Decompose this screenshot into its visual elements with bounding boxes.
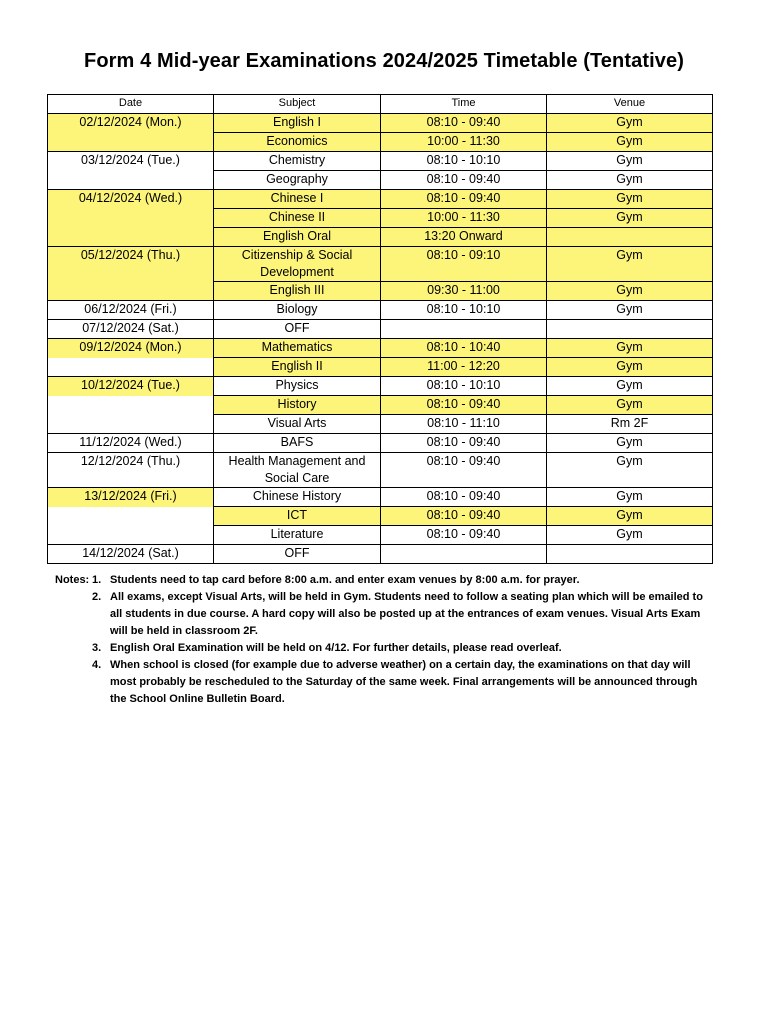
time-cell: 08:10 - 10:10 bbox=[381, 377, 547, 396]
date-cell-empty bbox=[48, 526, 214, 545]
venue-cell: Gym bbox=[547, 526, 713, 545]
table-row bbox=[48, 228, 713, 247]
table-row bbox=[48, 358, 713, 377]
time-cell: 10:00 - 11:30 bbox=[381, 133, 547, 152]
date-cell-empty bbox=[48, 133, 214, 152]
date-cell: 13/12/2024 (Fri.) bbox=[48, 488, 214, 507]
subject-cell: ICT bbox=[214, 507, 381, 526]
date-cell: 09/12/2024 (Mon.) bbox=[48, 339, 214, 358]
date-cell-empty bbox=[48, 358, 214, 377]
date-cell: 04/12/2024 (Wed.) bbox=[48, 190, 214, 209]
table-row bbox=[48, 301, 713, 320]
subject-cell: Mathematics bbox=[214, 339, 381, 358]
table-row bbox=[48, 507, 713, 526]
note-text: All exams, except Visual Arts, will be held in Gym. Students need to follow a seating plan which will be emailed to all students in due course. A hard copy will also be posted up at the entrances of exam venues. Visual Arts Exam will be held in classroom 2F. bbox=[110, 591, 703, 637]
date-cell: 10/12/2024 (Tue.) bbox=[48, 377, 214, 396]
table-row bbox=[48, 282, 713, 301]
header-row bbox=[48, 95, 713, 114]
subject-cell: English III bbox=[214, 282, 381, 301]
note-item bbox=[55, 589, 715, 640]
header-time: Time bbox=[381, 95, 547, 114]
venue-cell: Gym bbox=[547, 282, 713, 301]
table-row bbox=[48, 247, 713, 282]
venue-cell bbox=[547, 320, 713, 339]
subject-cell: Chemistry bbox=[214, 152, 381, 171]
subject-cell: Chinese I bbox=[214, 190, 381, 209]
time-cell: 13:20 Onward bbox=[381, 228, 547, 247]
note-number: 3. bbox=[92, 642, 102, 654]
header-date: Date bbox=[48, 95, 214, 114]
table-row bbox=[48, 114, 713, 133]
time-cell: 08:10 - 09:40 bbox=[381, 453, 547, 488]
date-cell-empty bbox=[48, 396, 214, 415]
venue-cell: Gym bbox=[547, 377, 713, 396]
venue-cell: Gym bbox=[547, 453, 713, 488]
venue-cell bbox=[547, 545, 713, 564]
venue-cell: Gym bbox=[547, 209, 713, 228]
date-cell-empty bbox=[48, 171, 214, 190]
note-item bbox=[55, 640, 715, 657]
note-text: When school is closed (for example due to adverse weather) on a certain day, the examinations on that day will most probably be rescheduled to the Saturday of the same week. Final arrangements will be announced through the School Online Bulletin Board. bbox=[110, 659, 698, 705]
subject-cell: Citizenship & Social Development bbox=[214, 247, 381, 282]
table-row bbox=[48, 377, 713, 396]
table-row bbox=[48, 339, 713, 358]
subject-cell: Chinese History bbox=[214, 488, 381, 507]
subject-cell: English II bbox=[214, 358, 381, 377]
date-cell: 11/12/2024 (Wed.) bbox=[48, 434, 214, 453]
venue-cell bbox=[547, 228, 713, 247]
time-cell: 08:10 - 09:40 bbox=[381, 507, 547, 526]
venue-cell: Rm 2F bbox=[547, 415, 713, 434]
venue-cell: Gym bbox=[547, 507, 713, 526]
table-row bbox=[48, 152, 713, 171]
subject-cell: Physics bbox=[214, 377, 381, 396]
subject-cell: Chinese II bbox=[214, 209, 381, 228]
table-row bbox=[48, 190, 713, 209]
date-cell: 05/12/2024 (Thu.) bbox=[48, 247, 214, 282]
time-cell: 08:10 - 09:10 bbox=[381, 247, 547, 282]
subject-cell: OFF bbox=[214, 545, 381, 564]
venue-cell: Gym bbox=[547, 339, 713, 358]
date-cell: 14/12/2024 (Sat.) bbox=[48, 545, 214, 564]
subject-cell: Economics bbox=[214, 133, 381, 152]
table-row bbox=[48, 453, 713, 488]
table-row bbox=[48, 396, 713, 415]
time-cell: 08:10 - 09:40 bbox=[381, 488, 547, 507]
table-row bbox=[48, 320, 713, 339]
subject-cell: Geography bbox=[214, 171, 381, 190]
date-cell-empty bbox=[48, 228, 214, 247]
table-row bbox=[48, 526, 713, 545]
venue-cell: Gym bbox=[547, 358, 713, 377]
time-cell: 10:00 - 11:30 bbox=[381, 209, 547, 228]
date-cell: 12/12/2024 (Thu.) bbox=[48, 453, 214, 488]
time-cell: 08:10 - 09:40 bbox=[381, 171, 547, 190]
subject-cell: Literature bbox=[214, 526, 381, 545]
time-cell: 08:10 - 09:40 bbox=[381, 396, 547, 415]
notes-label: Notes: bbox=[55, 574, 90, 586]
date-cell-empty bbox=[48, 415, 214, 434]
note-text: English Oral Examination will be held on 4/12. For further details, please read overleaf. bbox=[110, 642, 562, 654]
venue-cell: Gym bbox=[547, 133, 713, 152]
venue-cell: Gym bbox=[547, 301, 713, 320]
date-cell-empty bbox=[48, 209, 214, 228]
date-cell: 02/12/2024 (Mon.) bbox=[48, 114, 214, 133]
note-number: 4. bbox=[92, 659, 102, 671]
date-cell: 03/12/2024 (Tue.) bbox=[48, 152, 214, 171]
time-cell: 08:10 - 10:10 bbox=[381, 301, 547, 320]
subject-cell: English I bbox=[214, 114, 381, 133]
time-cell bbox=[381, 320, 547, 339]
page-title: Form 4 Mid-year Examinations 2024/2025 Timetable (Tentative) bbox=[84, 50, 684, 72]
time-cell: 08:10 - 10:10 bbox=[381, 152, 547, 171]
subject-cell: Visual Arts bbox=[214, 415, 381, 434]
table-row bbox=[48, 171, 713, 190]
venue-cell: Gym bbox=[547, 190, 713, 209]
note-item bbox=[55, 657, 715, 708]
time-cell: 08:10 - 09:40 bbox=[381, 114, 547, 133]
notes-section bbox=[55, 572, 715, 708]
venue-cell: Gym bbox=[547, 396, 713, 415]
date-cell-empty bbox=[48, 507, 214, 526]
time-cell: 08:10 - 09:40 bbox=[381, 434, 547, 453]
time-cell: 08:10 - 09:40 bbox=[381, 190, 547, 209]
note-item bbox=[55, 572, 715, 589]
note-number: 1. bbox=[92, 574, 102, 586]
subject-cell: OFF bbox=[214, 320, 381, 339]
table-row bbox=[48, 133, 713, 152]
header-subject: Subject bbox=[214, 95, 381, 114]
table-row bbox=[48, 488, 713, 507]
subject-cell: History bbox=[214, 396, 381, 415]
table-row bbox=[48, 209, 713, 228]
header-venue: Venue bbox=[547, 95, 713, 114]
timetable bbox=[47, 94, 713, 564]
note-text: Students need to tap card before 8:00 a.m. and enter exam venues by 8:00 a.m. for prayer. bbox=[110, 574, 580, 586]
note-number: 2. bbox=[92, 591, 102, 603]
table-row bbox=[48, 434, 713, 453]
venue-cell: Gym bbox=[547, 171, 713, 190]
venue-cell: Gym bbox=[547, 114, 713, 133]
venue-cell: Gym bbox=[547, 488, 713, 507]
subject-cell: BAFS bbox=[214, 434, 381, 453]
subject-cell: Health Management and Social Care bbox=[214, 453, 381, 488]
date-cell-empty bbox=[48, 282, 214, 301]
subject-cell: Biology bbox=[214, 301, 381, 320]
table-row bbox=[48, 415, 713, 434]
date-cell: 06/12/2024 (Fri.) bbox=[48, 301, 214, 320]
time-cell: 08:10 - 10:40 bbox=[381, 339, 547, 358]
time-cell: 09:30 - 11:00 bbox=[381, 282, 547, 301]
time-cell: 08:10 - 11:10 bbox=[381, 415, 547, 434]
table-row bbox=[48, 545, 713, 564]
subject-cell: English Oral bbox=[214, 228, 381, 247]
date-cell: 07/12/2024 (Sat.) bbox=[48, 320, 214, 339]
time-cell: 08:10 - 09:40 bbox=[381, 526, 547, 545]
venue-cell: Gym bbox=[547, 152, 713, 171]
venue-cell: Gym bbox=[547, 247, 713, 282]
time-cell: 11:00 - 12:20 bbox=[381, 358, 547, 377]
time-cell bbox=[381, 545, 547, 564]
venue-cell: Gym bbox=[547, 434, 713, 453]
